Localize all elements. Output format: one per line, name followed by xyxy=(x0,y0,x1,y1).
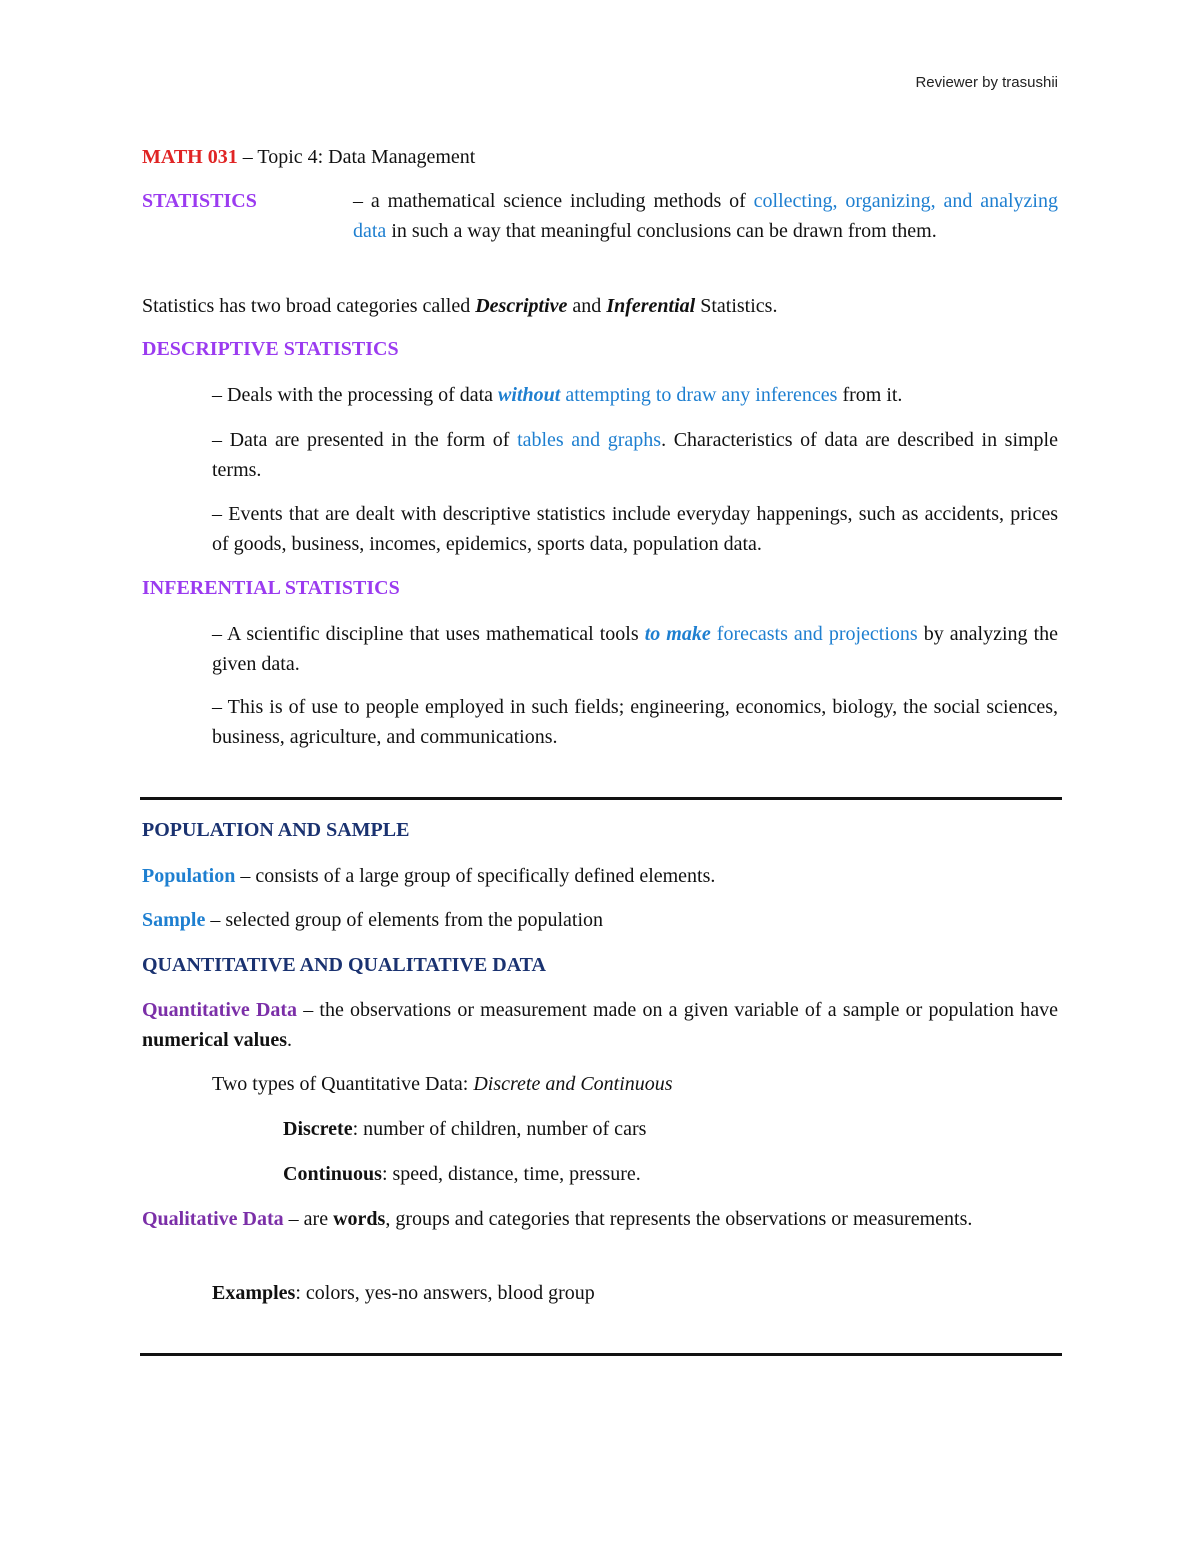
population-definition: Population – consists of a large group of specifically defined elements. xyxy=(142,865,716,887)
categories-sentence: Statistics has two broad categories called Descriptive and Inferential Statistics. xyxy=(142,295,778,317)
section-divider-1 xyxy=(140,797,1062,800)
population-term: Population xyxy=(142,865,236,887)
course-code: MATH 031 xyxy=(142,146,238,168)
title-rest: – Topic 4: Data Management xyxy=(237,146,476,168)
document-title xyxy=(142,142,1058,172)
inferential-term: Inferential xyxy=(606,295,696,317)
quantitative-definition: Quantitative Data – the observations or measurement made on a given variable of a sample or population have numerical values. xyxy=(142,999,1058,1051)
section-divider-2 xyxy=(140,1353,1062,1356)
examples-term: Examples xyxy=(212,1282,296,1304)
discrete-term: Discrete xyxy=(283,1118,353,1140)
population-sample-heading: POPULATION AND SAMPLE xyxy=(142,819,410,841)
descriptive-term: Descriptive xyxy=(475,295,568,317)
inferential-bullet-2: – This is of use to people employed in such fields; engineering, economics, biology, the social sciences, business, agriculture, and communications. xyxy=(212,696,1058,748)
sample-term: Sample xyxy=(142,909,206,931)
statistics-highlight: collecting, organizing, and analyzing data xyxy=(353,190,1058,242)
qualitative-term: Qualitative Data xyxy=(142,1208,284,1230)
qualitative-definition: Qualitative Data – are words, groups and categories that represents the observations or measurements. xyxy=(142,1208,973,1230)
qualitative-examples: Examples: colors, yes-no answers, blood group xyxy=(212,1282,595,1304)
statistics-definition: – a mathematical science including methods of collecting, organizing, and analyzing data in such a way that meaningful conclusions can be drawn from them. xyxy=(353,190,1058,242)
descriptive-bullet-1: – Deals with the processing of data without attempting to draw any inferences from it. xyxy=(212,384,903,406)
quant-qual-heading: QUANTITATIVE AND QUALITATIVE DATA xyxy=(142,954,546,976)
descriptive-bullet-2: – Data are presented in the form of tables and graphs. Characteristics of data are described in simple terms. xyxy=(212,429,1058,481)
descriptive-bullet-3: – Events that are dealt with descriptive statistics include everyday happenings, such as accidents, prices of goods, business, incomes, epidemics, sports data, population data. xyxy=(212,503,1058,555)
discrete-example: Discrete: number of children, number of cars xyxy=(283,1118,647,1140)
descriptive-heading: DESCRIPTIVE STATISTICS xyxy=(142,338,399,360)
continuous-term: Continuous xyxy=(283,1163,382,1185)
page-header: Reviewer by trasushii xyxy=(915,74,1058,91)
inferential-heading: INFERENTIAL STATISTICS xyxy=(142,577,400,599)
statistics-term: STATISTICS xyxy=(142,190,257,212)
inferential-bullet-1: – A scientific discipline that uses mathematical tools to make forecasts and projections by analyzing the given data. xyxy=(212,623,1059,675)
continuous-example: Continuous: speed, distance, time, pressure. xyxy=(283,1163,641,1185)
sample-definition: Sample – selected group of elements from the population xyxy=(142,909,604,931)
quantitative-term: Quantitative Data xyxy=(142,999,298,1021)
quantitative-types: Two types of Quantitative Data: Discrete and Continuous xyxy=(212,1073,673,1095)
